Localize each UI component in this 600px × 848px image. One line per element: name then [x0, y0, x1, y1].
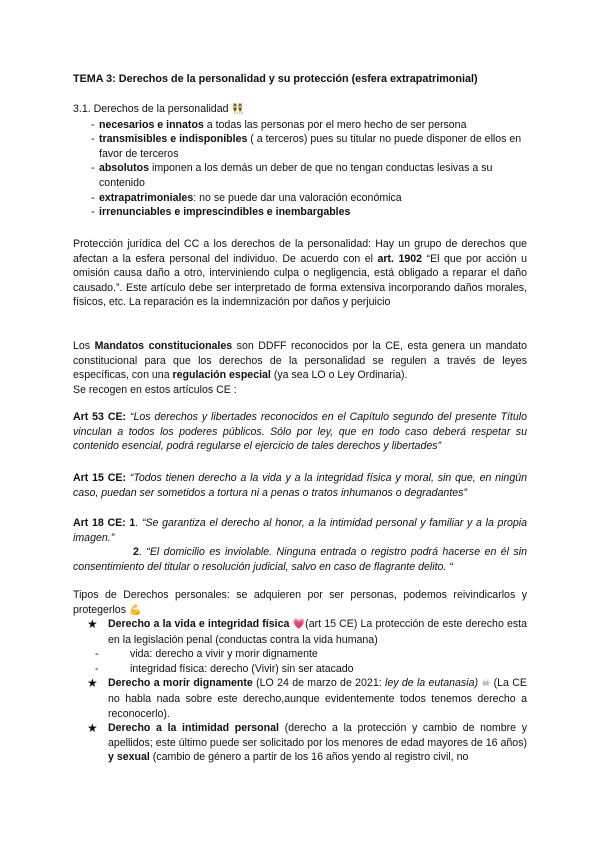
list-item: - irrenunciables e imprescindibles e inembargables	[73, 205, 527, 220]
dancers-emoji-icon: 👯	[231, 104, 244, 115]
mandatos-paragraph: Los Mandatos constitucionales son DDFF reconocidos por la CE, esta genera un mandato constitucional para que los derechos de la personalidad se regulen a través de leyes específicas, con una regulación especial (ya sea LO o Ley Ordinaria). Se recogen en estos artículos CE :	[73, 340, 528, 396]
vida-sublist	[73, 647, 527, 676]
list-item: ★ Derecho a morir dignamente (LO 24 de marzo de 2021: ley de la eutanasia) ☠ (La CE no habla nada sobre este derecho,aunque evidentemente todos tenemos derecho a reconocerlo).	[73, 676, 527, 721]
document-heading: TEMA 3: Derechos de la personalidad y su protección (esfera extrapatrimonial)	[73, 73, 478, 85]
list-item: - extrapatrimoniales: no se puede dar una valoración económica	[73, 191, 527, 206]
tipos-list-container	[73, 617, 527, 765]
art18-paragraph: Art 18 CE: 1. “Se garantiza el derecho al honor, a la intimidad personal y familiar y a la propia imagen.” 2. “El domicilio es inviolable. Ninguna entrada o registro podrá hacerse en él sin consentimiento del titular o resolución judicial, salvo en caso de flagrante delito. “	[73, 517, 527, 573]
skull-emoji-icon: ☠	[481, 678, 491, 690]
flexed-arm-emoji-icon: 💪	[128, 604, 142, 616]
heart-emoji-icon: 💗	[292, 619, 306, 630]
tipos-list	[73, 617, 527, 765]
section-personalidad	[73, 102, 527, 220]
list-item: - integridad física: derecho (Vivir) sin ser atacado	[73, 662, 527, 677]
list-item: - transmisibles e indisponibles ( a terceros) pues su titular no puede disponer de ellos en favor de terceros	[73, 132, 527, 161]
list-item: - absolutos imponen a los demás un deber de que no tengan conductas lesivas a su contenido	[73, 161, 527, 190]
list-item: - vida: derecho a vivir y morir dignamente	[73, 647, 527, 662]
tipos-intro: Tipos de Derechos personales: se adquieren por ser personas, podemos reivindicarlos y protegerlos 💪	[73, 589, 527, 616]
art53-paragraph: Art 53 CE: “Los derechos y libertades reconocidos en el Capítulo segundo del presente Título vinculan a todos los poderes públicos. Sólo por ley, que en todo caso deberá respetar su contenido esencial, podrá regularse el ejercicio de tales derechos y libertades”	[73, 411, 527, 453]
characteristics-list	[73, 118, 527, 220]
section-title: 3.1. Derechos de la personalidad 👯	[73, 103, 244, 115]
list-item: ★ Derecho a la intimidad personal (derecho a la protección y cambio de nombre y apellidos; este último puede ser solicitado por los menores de edad mayores de 16 años) y sexual (cambio de género a partir de los 16 años yendo al registro civil, no	[73, 721, 527, 765]
art15-paragraph: Art 15 CE: “Todos tienen derecho a la vida y a la integridad física y moral, sin que, en ningún caso, puedan ser sometidos a tortura ni a penas o tratos inhumanos o degradantes”	[73, 472, 527, 499]
list-item: ★ Derecho a la vida e integridad física 💗(art 15 CE) La protección de este derecho esta en la legislación penal (conductas contra la vida humana) - vida: derecho a vivir y morir dignamente - integridad física: derecho (Vivir) sin ser atacado	[73, 617, 527, 676]
list-item: - necesarios e innatos a todas las personas por el mero hecho de ser persona	[73, 118, 527, 133]
proteccion-paragraph: Protección jurídica del CC a los derechos de la personalidad: Hay un grupo de derechos que afectan a la esfera personal del individuo. De acuerdo con el art. 1902 “El que por acción u omisión causa daño a otro, interviniendo culpa o negligencia, está obligado a reparar el daño causado.”. Este artículo debe ser interpretado de forma extensiva incorporando daños morales, físicos, etc. La reparación es la indemnización por daños y perjuicio	[73, 238, 527, 309]
